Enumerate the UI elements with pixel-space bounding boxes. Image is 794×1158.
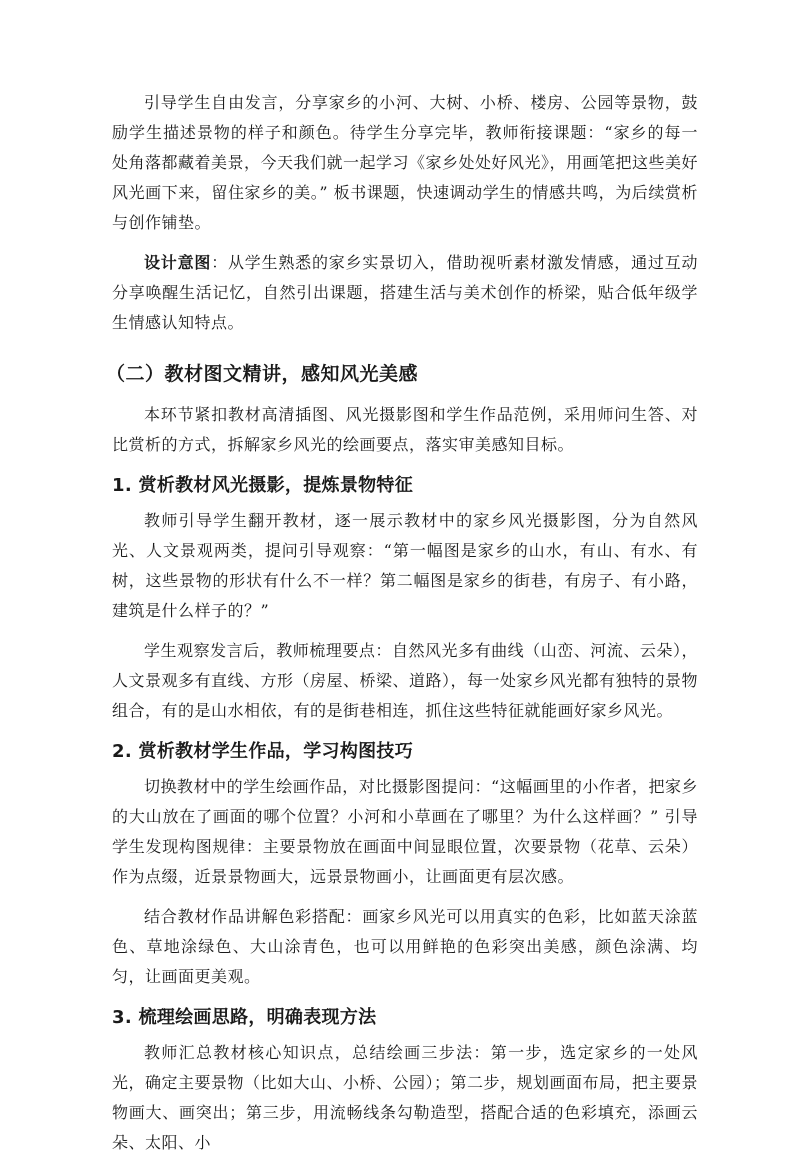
subheading-3: 3. 梳理绘画思路，明确表现方法 xyxy=(112,1007,377,1028)
section-intro-paragraph: 本环节紧扣教材高清插图、风光摄影图和学生作品范例，采用师问生答、对比赏析的方式，拆解家乡风光的绘画要点，落实审美感知目标。 xyxy=(112,405,698,454)
sub2-paragraph-1: 切换教材中的学生绘画作品，对比摄影图提问：“这幅画里的小作者，把家乡的大山放在了画面的哪个位置？小河和小草画在了哪里？为什么这样画？” 引导学生发现构图规律：主要景物放在画面中间显眼位置，次要景物（花草、云朵）作为点缀，近景景物画大，远景景物画小，让画面更有层次感。 xyxy=(112,777,698,886)
subheading-2: 2. 赏析教材学生作品，学习构图技巧 xyxy=(112,741,414,762)
sub1-paragraph-2: 学生观察发言后，教师梳理要点：自然风光多有曲线（山峦、河流、云朵），人文景观多有直线、方形（房屋、桥梁、道路），每一处家乡风光都有独特的景物组合，有的是山水相依，有的是街巷相连，抓住这些特征就能画好家乡风光。 xyxy=(112,641,699,720)
design-intent-text: ：从学生熟悉的家乡实景切入，借助视听素材激发情感，通过互动分享唤醒生活记忆，自然引出课题，搭建生活与美术创作的桥梁，贴合低年级学生情感认知特点。 xyxy=(112,253,698,332)
sub2-paragraph-2: 结合教材作品讲解色彩搭配：画家乡风光可以用真实的色彩，比如蓝天涂蓝色、草地涂绿色、大山涂青色，也可以用鲜艳的色彩突出美感，颜色涂满、均匀，让画面更美观。 xyxy=(112,907,698,986)
section-heading: （二）教材图文精讲，感知风光美感 xyxy=(106,363,419,385)
sub3-paragraph-1: 教师汇总教材核心知识点，总结绘画三步法：第一步，选定家乡的一处风光，确定主要景物（比如大山、小桥、公园）；第二步，规划画面布局，把主要景物画大、画突出；第三步，用流畅线条勾勒造型，搭配合适的色彩填充，添画云朵、太阳、小 xyxy=(112,1043,699,1152)
design-intent-paragraph xyxy=(112,248,698,338)
sub1-paragraph-1: 教师引导学生翻开教材，逐一展示教材中的家乡风光摄影图，分为自然风光、人文景观两类，提问引导观察：“第一幅图是家乡的山水，有山、有水、有树，这些景物的形状有什么不一样？第二幅图是家乡的街巷，有房子、有小路，建筑是什么样子的？” xyxy=(112,511,698,620)
subheading-1: 1. 赏析教材风光摄影，提炼景物特征 xyxy=(112,475,414,496)
document-page xyxy=(106,88,699,1158)
intro-paragraph: 引导学生自由发言，分享家乡的小河、大树、小桥、楼房、公园等景物，鼓励学生描述景物的样子和颜色。待学生分享完毕，教师衔接课题：“家乡的每一处角落都藏着美景，今天我们就一起学习《家乡处处好风光》，用画笔把这些美好风光画下来，留住家乡的美。” 板书课题，快速调动学生的情感共鸣，为后续赏析与创作铺垫。 xyxy=(112,93,699,232)
design-intent-label: 设计意图 xyxy=(144,253,212,272)
